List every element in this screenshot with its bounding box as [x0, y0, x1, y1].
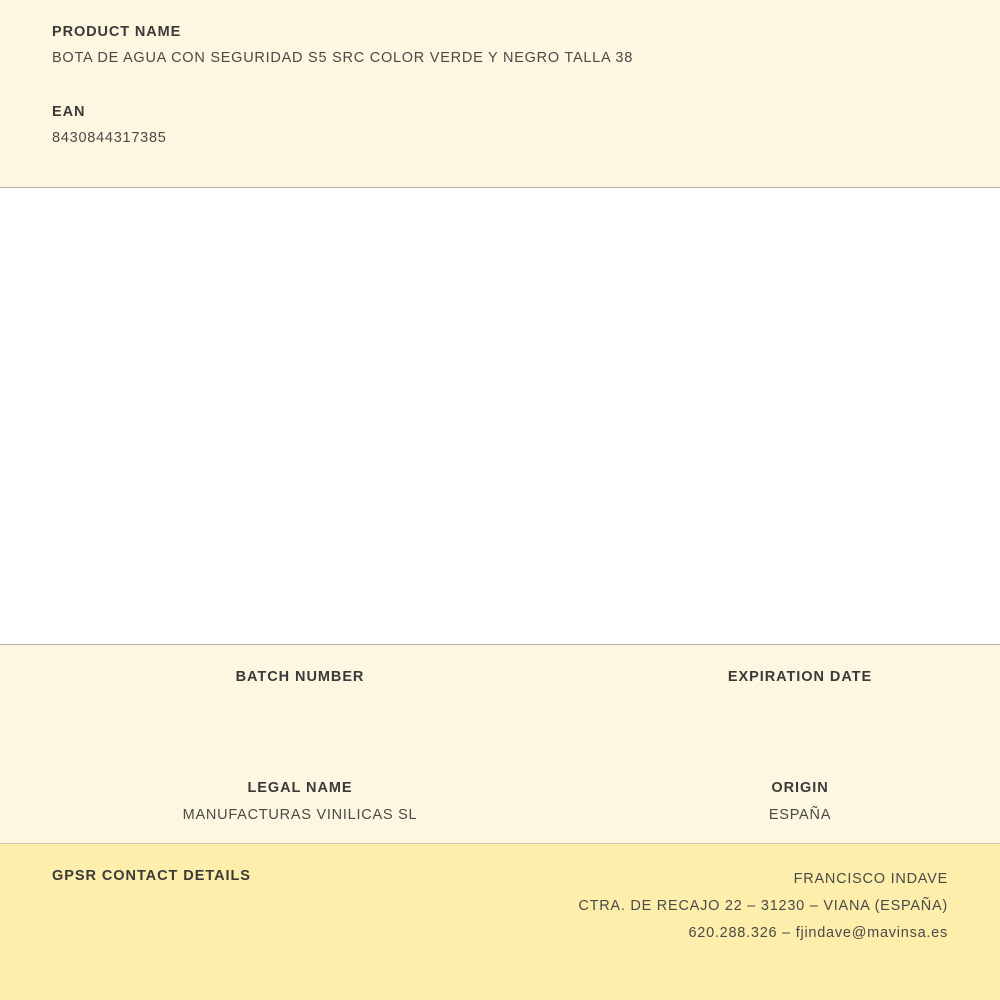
ean-field — [52, 104, 948, 148]
expiration-date-cell — [600, 669, 1000, 712]
legal-name-cell — [0, 780, 600, 824]
gpsr-contact-details — [578, 866, 948, 946]
legal-name-value: MANUFACTURAS VINILICAS SL — [182, 806, 418, 823]
attributes-row-legal — [0, 780, 1000, 824]
ean-label: EAN — [52, 103, 86, 120]
gpsr-contact-label: GPSR CONTACT DETAILS — [52, 868, 251, 884]
product-attributes-block — [0, 645, 1000, 844]
origin-cell — [600, 780, 1000, 824]
contact-address: CTRA. DE RECAJO 22 – 31230 – VIANA (ESPAÑA) — [578, 897, 948, 914]
product-identity-block — [0, 0, 1000, 188]
gpsr-contact-block — [0, 844, 1000, 1000]
contact-name: FRANCISCO INDAVE — [793, 871, 948, 887]
legal-name-label: LEGAL NAME — [247, 780, 353, 797]
expiration-date-label: EXPIRATION DATE — [727, 669, 873, 685]
product-name-label: PRODUCT NAME — [52, 24, 182, 40]
attributes-row-batch — [0, 669, 1000, 712]
product-name-value: BOTA DE AGUA CON SEGURIDAD S5 SRC COLOR VERDE Y NEGRO TALLA 38 — [52, 50, 634, 67]
expiration-date-value — [600, 695, 1000, 712]
ean-value: 8430844317385 — [52, 130, 167, 147]
product-image-area — [0, 188, 1000, 645]
batch-number-label: BATCH NUMBER — [235, 669, 365, 685]
origin-value: ESPAÑA — [768, 806, 832, 823]
contact-phone-email: 620.288.326 – fjindave@mavinsa.es — [688, 924, 948, 941]
product-name-field — [52, 24, 948, 68]
origin-label: ORIGIN — [771, 780, 829, 797]
batch-number-value — [0, 695, 600, 712]
batch-number-cell — [0, 669, 600, 712]
